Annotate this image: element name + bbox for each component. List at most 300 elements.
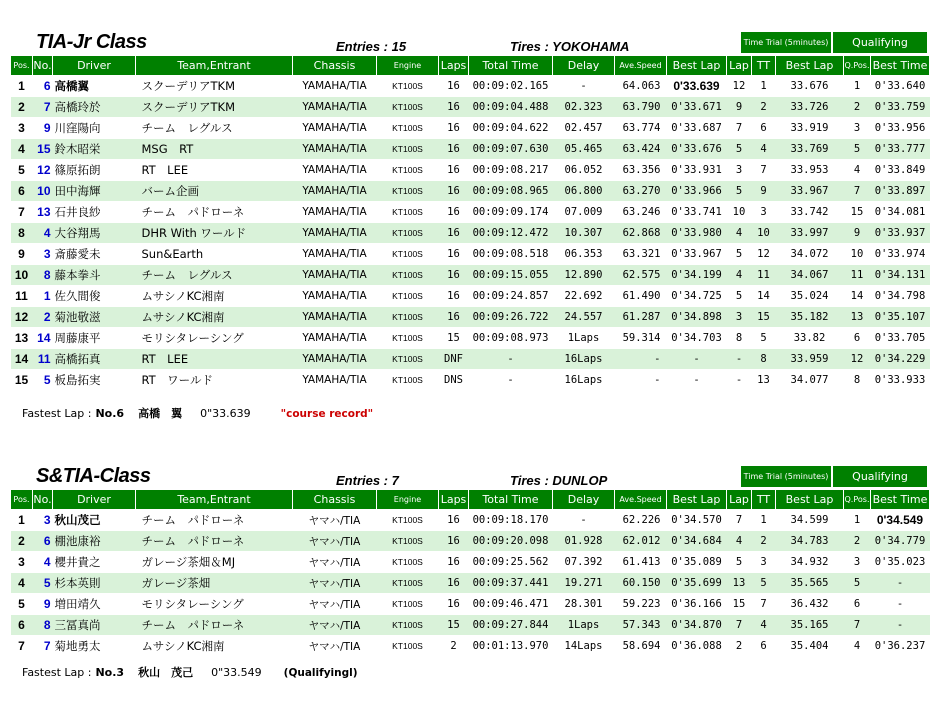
cell-driver: 増田靖久 (53, 594, 136, 615)
cell-team: ガレージ茶畑 (136, 573, 293, 594)
cell-speed: 60.150 (615, 573, 667, 594)
cell-total: - (469, 370, 553, 391)
cell-engine: KT100S (377, 244, 439, 265)
tires-brand: Tires : DUNLOP (510, 473, 608, 488)
cell-engine: KT100S (377, 118, 439, 139)
cell-total: 00:09:08.518 (469, 244, 553, 265)
cell-pos: 1 (11, 510, 33, 531)
cell-pos: 12 (11, 307, 33, 328)
cell-team: チーム パドローネ (136, 510, 293, 531)
column-header: Delay (553, 56, 615, 76)
cell-chassis: YAMAHA/TIA (293, 76, 377, 97)
cell-lap: 7 (727, 615, 752, 636)
cell-engine: KT100S (377, 97, 439, 118)
cell-laps: 16 (439, 76, 469, 97)
cell-no: 1 (33, 286, 53, 307)
cell-lap: 4 (727, 531, 752, 552)
cell-tt: 1 (752, 510, 776, 531)
column-header: Best Lap (776, 56, 844, 76)
time-trial-header: Time Trial (5minutes) (740, 31, 832, 54)
cell-ttbest: 34.599 (776, 510, 844, 531)
cell-lap: 10 (727, 202, 752, 223)
cell-total: 00:09:20.098 (469, 531, 553, 552)
cell-no: 6 (33, 76, 53, 97)
table-row (11, 265, 930, 286)
cell-team: スクーデリアTKM (136, 76, 293, 97)
table-row (11, 510, 930, 531)
cell-delay: - (553, 76, 615, 97)
cell-no: 13 (33, 202, 53, 223)
cell-qbest: 0'34.549 (871, 510, 930, 531)
cell-total: 00:09:25.562 (469, 552, 553, 573)
cell-chassis: YAMAHA/TIA (293, 202, 377, 223)
cell-best: 0'33.639 (667, 76, 727, 97)
cell-laps: 16 (439, 244, 469, 265)
column-header: Best Time (871, 490, 930, 510)
cell-driver: 鈴木昭栄 (53, 139, 136, 160)
cell-team: RT ワールド (136, 370, 293, 391)
cell-qpos: 10 (844, 244, 871, 265)
cell-tt: 11 (752, 265, 776, 286)
cell-best: 0'33.741 (667, 202, 727, 223)
cell-tt: 3 (752, 552, 776, 573)
cell-laps: DNF (439, 349, 469, 370)
cell-lap: 4 (727, 223, 752, 244)
cell-ttbest: 36.432 (776, 594, 844, 615)
cell-best: 0'33.966 (667, 181, 727, 202)
cell-delay: 16Laps (553, 370, 615, 391)
cell-ttbest: 33.769 (776, 139, 844, 160)
results-table (10, 489, 930, 657)
cell-qbest: 0'33.705 (871, 328, 930, 349)
cell-qbest: 0'33.777 (871, 139, 930, 160)
cell-team: チーム レグルス (136, 118, 293, 139)
cell-chassis: YAMAHA/TIA (293, 160, 377, 181)
cell-team: MSG RT (136, 139, 293, 160)
cell-pos: 6 (11, 615, 33, 636)
cell-speed: 63.424 (615, 139, 667, 160)
cell-total: 00:09:46.471 (469, 594, 553, 615)
cell-lap: 5 (727, 244, 752, 265)
cell-best: 0'34.703 (667, 328, 727, 349)
cell-no: 12 (33, 160, 53, 181)
cell-no: 10 (33, 181, 53, 202)
cell-qpos: 1 (844, 510, 871, 531)
cell-tt: 7 (752, 594, 776, 615)
column-header: Ave.Speed (615, 56, 667, 76)
column-header: Laps (439, 490, 469, 510)
cell-tt: 13 (752, 370, 776, 391)
cell-qbest: 0'33.933 (871, 370, 930, 391)
cell-total: 00:09:07.630 (469, 139, 553, 160)
cell-no: 15 (33, 139, 53, 160)
cell-delay: 1Laps (553, 615, 615, 636)
column-header: Driver (53, 490, 136, 510)
cell-pos: 13 (11, 328, 33, 349)
cell-pos: 4 (11, 573, 33, 594)
cell-speed: - (615, 370, 667, 391)
column-header: Best Lap (667, 490, 727, 510)
cell-delay: 06.052 (553, 160, 615, 181)
cell-team: DHR With ワールド (136, 223, 293, 244)
cell-qbest: 0'34.081 (871, 202, 930, 223)
cell-delay: 10.307 (553, 223, 615, 244)
cell-qpos: 15 (844, 202, 871, 223)
cell-team: ムサシノKC湘南 (136, 636, 293, 657)
cell-no: 5 (33, 573, 53, 594)
cell-delay: 1Laps (553, 328, 615, 349)
cell-qpos: 4 (844, 160, 871, 181)
cell-pos: 7 (11, 202, 33, 223)
fastest-lap-driver: 高橋 翼 (138, 407, 183, 420)
cell-best: 0'36.088 (667, 636, 727, 657)
column-header: Delay (553, 490, 615, 510)
cell-laps: 16 (439, 223, 469, 244)
cell-qbest: 0'34.779 (871, 531, 930, 552)
cell-speed: 58.694 (615, 636, 667, 657)
cell-team: チーム パドローネ (136, 202, 293, 223)
cell-ttbest: 34.067 (776, 265, 844, 286)
cell-laps: 16 (439, 307, 469, 328)
cell-delay: 06.800 (553, 181, 615, 202)
column-header: Q.Pos. (844, 56, 871, 76)
cell-chassis: YAMAHA/TIA (293, 181, 377, 202)
cell-speed: 62.575 (615, 265, 667, 286)
cell-engine: KT100S (377, 349, 439, 370)
column-header: Total Time (469, 490, 553, 510)
table-row (11, 118, 930, 139)
cell-speed: 62.226 (615, 510, 667, 531)
cell-tt: 3 (752, 202, 776, 223)
cell-engine: KT100S (377, 615, 439, 636)
column-header: Pos. (11, 490, 33, 510)
cell-no: 8 (33, 615, 53, 636)
cell-laps: 15 (439, 328, 469, 349)
cell-pos: 15 (11, 370, 33, 391)
st-header (10, 465, 928, 489)
cell-engine: KT100S (377, 181, 439, 202)
cell-driver: 高橋翼 (53, 76, 136, 97)
cell-qbest: 0'34.131 (871, 265, 930, 286)
cell-delay: 05.465 (553, 139, 615, 160)
cell-lap: 5 (727, 286, 752, 307)
column-header: Best Lap (776, 490, 844, 510)
cell-team: バーム企画 (136, 181, 293, 202)
cell-total: 00:09:37.441 (469, 573, 553, 594)
cell-ttbest: 35.024 (776, 286, 844, 307)
cell-pos: 6 (11, 181, 33, 202)
cell-no: 3 (33, 510, 53, 531)
cell-speed: 61.490 (615, 286, 667, 307)
cell-qpos: 6 (844, 328, 871, 349)
cell-delay: 06.353 (553, 244, 615, 265)
cell-qbest: - (871, 615, 930, 636)
cell-driver: 佐久間俊 (53, 286, 136, 307)
cell-no: 11 (33, 349, 53, 370)
column-header: Team,Entrant (136, 56, 293, 76)
cell-pos: 1 (11, 76, 33, 97)
cell-team: RT LEE (136, 160, 293, 181)
cell-chassis: YAMAHA/TIA (293, 139, 377, 160)
cell-qpos: 2 (844, 531, 871, 552)
table-row (11, 97, 930, 118)
cell-best: 0'33.931 (667, 160, 727, 181)
cell-best: 0'33.687 (667, 118, 727, 139)
cell-engine: KT100S (377, 265, 439, 286)
table-row (11, 286, 930, 307)
fastest-lap-note: "course record" (280, 408, 374, 420)
table-row (11, 202, 930, 223)
cell-best: 0'34.199 (667, 265, 727, 286)
cell-chassis: ヤマハ/TIA (293, 615, 377, 636)
cell-chassis: ヤマハ/TIA (293, 636, 377, 657)
column-header: Chassis (293, 56, 377, 76)
cell-best: 0'33.671 (667, 97, 727, 118)
cell-lap: 3 (727, 307, 752, 328)
cell-lap: 2 (727, 636, 752, 657)
table-row (11, 328, 930, 349)
cell-total: 00:09:02.165 (469, 76, 553, 97)
cell-tt: 9 (752, 181, 776, 202)
cell-speed: 62.012 (615, 531, 667, 552)
cell-team: モリシタレーシング (136, 594, 293, 615)
cell-chassis: ヤマハ/TIA (293, 552, 377, 573)
cell-tt: 15 (752, 307, 776, 328)
time-trial-header: Time Trial (5minutes) (740, 465, 832, 488)
st-class-section (10, 465, 928, 657)
cell-delay: 24.557 (553, 307, 615, 328)
tires-brand: Tires : YOKOHAMA (510, 39, 630, 54)
cell-driver: 藤本拳斗 (53, 265, 136, 286)
cell-driver: 三冨真尚 (53, 615, 136, 636)
column-header: Total Time (469, 56, 553, 76)
column-header: Best Lap (667, 56, 727, 76)
cell-total: 00:09:27.844 (469, 615, 553, 636)
cell-lap: 5 (727, 181, 752, 202)
cell-speed: 62.868 (615, 223, 667, 244)
column-header: TT (752, 56, 776, 76)
cell-qbest: 0'33.974 (871, 244, 930, 265)
cell-total: 00:09:24.857 (469, 286, 553, 307)
cell-lap: 8 (727, 328, 752, 349)
cell-delay: 14Laps (553, 636, 615, 657)
cell-best: 0'35.699 (667, 573, 727, 594)
cell-best: 0'34.684 (667, 531, 727, 552)
cell-qbest: 0'33.897 (871, 181, 930, 202)
cell-chassis: ヤマハ/TIA (293, 573, 377, 594)
cell-speed: 57.343 (615, 615, 667, 636)
cell-best: 0'35.089 (667, 552, 727, 573)
cell-laps: 16 (439, 181, 469, 202)
cell-tt: 7 (752, 160, 776, 181)
cell-tt: 4 (752, 139, 776, 160)
cell-speed: 59.223 (615, 594, 667, 615)
cell-driver: 周藤康平 (53, 328, 136, 349)
cell-tt: 1 (752, 76, 776, 97)
cell-pos: 2 (11, 531, 33, 552)
cell-team: ムサシノKC湘南 (136, 307, 293, 328)
cell-laps: 2 (439, 636, 469, 657)
qualifying-header: Qualifying (832, 465, 928, 488)
cell-laps: 15 (439, 615, 469, 636)
cell-best: 0'36.166 (667, 594, 727, 615)
cell-speed: 59.314 (615, 328, 667, 349)
cell-qpos: 3 (844, 118, 871, 139)
cell-laps: 16 (439, 118, 469, 139)
cell-laps: 16 (439, 531, 469, 552)
cell-qbest: 0'35.107 (871, 307, 930, 328)
cell-laps: DNS (439, 370, 469, 391)
cell-driver: 田中海輝 (53, 181, 136, 202)
cell-chassis: YAMAHA/TIA (293, 370, 377, 391)
cell-total: 00:09:09.174 (469, 202, 553, 223)
cell-pos: 2 (11, 97, 33, 118)
table-row (11, 573, 930, 594)
cell-lap: 5 (727, 139, 752, 160)
column-header: Q.Pos. (844, 490, 871, 510)
table-row (11, 160, 930, 181)
cell-no: 14 (33, 328, 53, 349)
fastest-lap-jr (22, 405, 373, 421)
cell-chassis: YAMAHA/TIA (293, 244, 377, 265)
cell-best: - (667, 349, 727, 370)
cell-driver: 斎藤愛未 (53, 244, 136, 265)
column-header: No. (33, 56, 53, 76)
cell-best: 0'34.725 (667, 286, 727, 307)
results-table (10, 55, 930, 391)
cell-laps: 16 (439, 202, 469, 223)
cell-laps: 16 (439, 286, 469, 307)
cell-ttbest: 33.726 (776, 97, 844, 118)
cell-qbest: 0'33.759 (871, 97, 930, 118)
cell-speed: 63.321 (615, 244, 667, 265)
cell-engine: KT100S (377, 636, 439, 657)
table-row (11, 531, 930, 552)
cell-ttbest: 33.997 (776, 223, 844, 244)
cell-laps: 16 (439, 510, 469, 531)
cell-lap: 4 (727, 265, 752, 286)
fastest-lap-no: No.3 (95, 666, 125, 679)
cell-pos: 10 (11, 265, 33, 286)
cell-lap: 3 (727, 160, 752, 181)
cell-chassis: ヤマハ/TIA (293, 510, 377, 531)
cell-engine: KT100S (377, 139, 439, 160)
cell-qpos: 2 (844, 97, 871, 118)
cell-delay: 16Laps (553, 349, 615, 370)
cell-driver: 川窪陽向 (53, 118, 136, 139)
cell-qpos: 11 (844, 265, 871, 286)
cell-speed: 61.287 (615, 307, 667, 328)
cell-driver: 板島拓実 (53, 370, 136, 391)
cell-team: モリシタレーシング (136, 328, 293, 349)
cell-team: RT LEE (136, 349, 293, 370)
cell-laps: 16 (439, 594, 469, 615)
cell-tt: 5 (752, 328, 776, 349)
cell-ttbest: 33.953 (776, 160, 844, 181)
cell-laps: 16 (439, 160, 469, 181)
cell-ttbest: 34.932 (776, 552, 844, 573)
fastest-lap-no: No.6 (95, 407, 125, 420)
cell-driver: 菊池敬滋 (53, 307, 136, 328)
fastest-lap-time: 0"33.549 (211, 666, 262, 679)
cell-driver: 篠原拓朗 (53, 160, 136, 181)
cell-total: 00:09:08.217 (469, 160, 553, 181)
cell-tt: 12 (752, 244, 776, 265)
column-header: Team,Entrant (136, 490, 293, 510)
table-row (11, 76, 930, 97)
fastest-lap-label: Fastest Lap : (22, 407, 92, 420)
table-row (11, 370, 930, 391)
cell-speed: 63.790 (615, 97, 667, 118)
cell-delay: 01.928 (553, 531, 615, 552)
cell-qbest: - (871, 573, 930, 594)
cell-qpos: 8 (844, 370, 871, 391)
cell-no: 4 (33, 552, 53, 573)
cell-driver: 秋山茂己 (53, 510, 136, 531)
cell-qpos: 14 (844, 286, 871, 307)
cell-tt: 14 (752, 286, 776, 307)
cell-pos: 3 (11, 118, 33, 139)
cell-qpos: 12 (844, 349, 871, 370)
cell-ttbest: 35.404 (776, 636, 844, 657)
cell-driver: 高橋玲於 (53, 97, 136, 118)
cell-team: スクーデリアTKM (136, 97, 293, 118)
cell-ttbest: 33.959 (776, 349, 844, 370)
cell-engine: KT100S (377, 552, 439, 573)
cell-total: 00:09:08.965 (469, 181, 553, 202)
cell-tt: 10 (752, 223, 776, 244)
cell-laps: 16 (439, 552, 469, 573)
cell-lap: 15 (727, 594, 752, 615)
cell-chassis: YAMAHA/TIA (293, 286, 377, 307)
entries-count: Entries : 7 (336, 473, 399, 488)
cell-engine: KT100S (377, 573, 439, 594)
table-row (11, 223, 930, 244)
cell-best: - (667, 370, 727, 391)
cell-pos: 3 (11, 552, 33, 573)
cell-tt: 4 (752, 615, 776, 636)
cell-delay: 28.301 (553, 594, 615, 615)
cell-engine: KT100S (377, 286, 439, 307)
cell-engine: KT100S (377, 223, 439, 244)
cell-no: 8 (33, 265, 53, 286)
cell-no: 2 (33, 307, 53, 328)
jr-class-section (10, 31, 928, 391)
cell-no: 9 (33, 118, 53, 139)
table-row (11, 552, 930, 573)
header-row (11, 56, 930, 76)
column-header: Best Time (871, 56, 930, 76)
fastest-lap-label: Fastest Lap : (22, 666, 92, 679)
cell-laps: 16 (439, 97, 469, 118)
cell-team: チーム パドローネ (136, 531, 293, 552)
cell-no: 5 (33, 370, 53, 391)
cell-delay: 02.323 (553, 97, 615, 118)
fastest-lap-note: (Qualifyingl) (283, 667, 358, 679)
cell-team: Sun&Earth (136, 244, 293, 265)
cell-delay: 07.392 (553, 552, 615, 573)
table-row (11, 594, 930, 615)
cell-total: 00:01:13.970 (469, 636, 553, 657)
cell-engine: KT100S (377, 76, 439, 97)
cell-lap: 9 (727, 97, 752, 118)
cell-engine: KT100S (377, 202, 439, 223)
cell-lap: 5 (727, 552, 752, 573)
cell-ttbest: 35.565 (776, 573, 844, 594)
cell-total: 00:09:08.973 (469, 328, 553, 349)
cell-lap: 12 (727, 76, 752, 97)
cell-team: ムサシノKC湘南 (136, 286, 293, 307)
